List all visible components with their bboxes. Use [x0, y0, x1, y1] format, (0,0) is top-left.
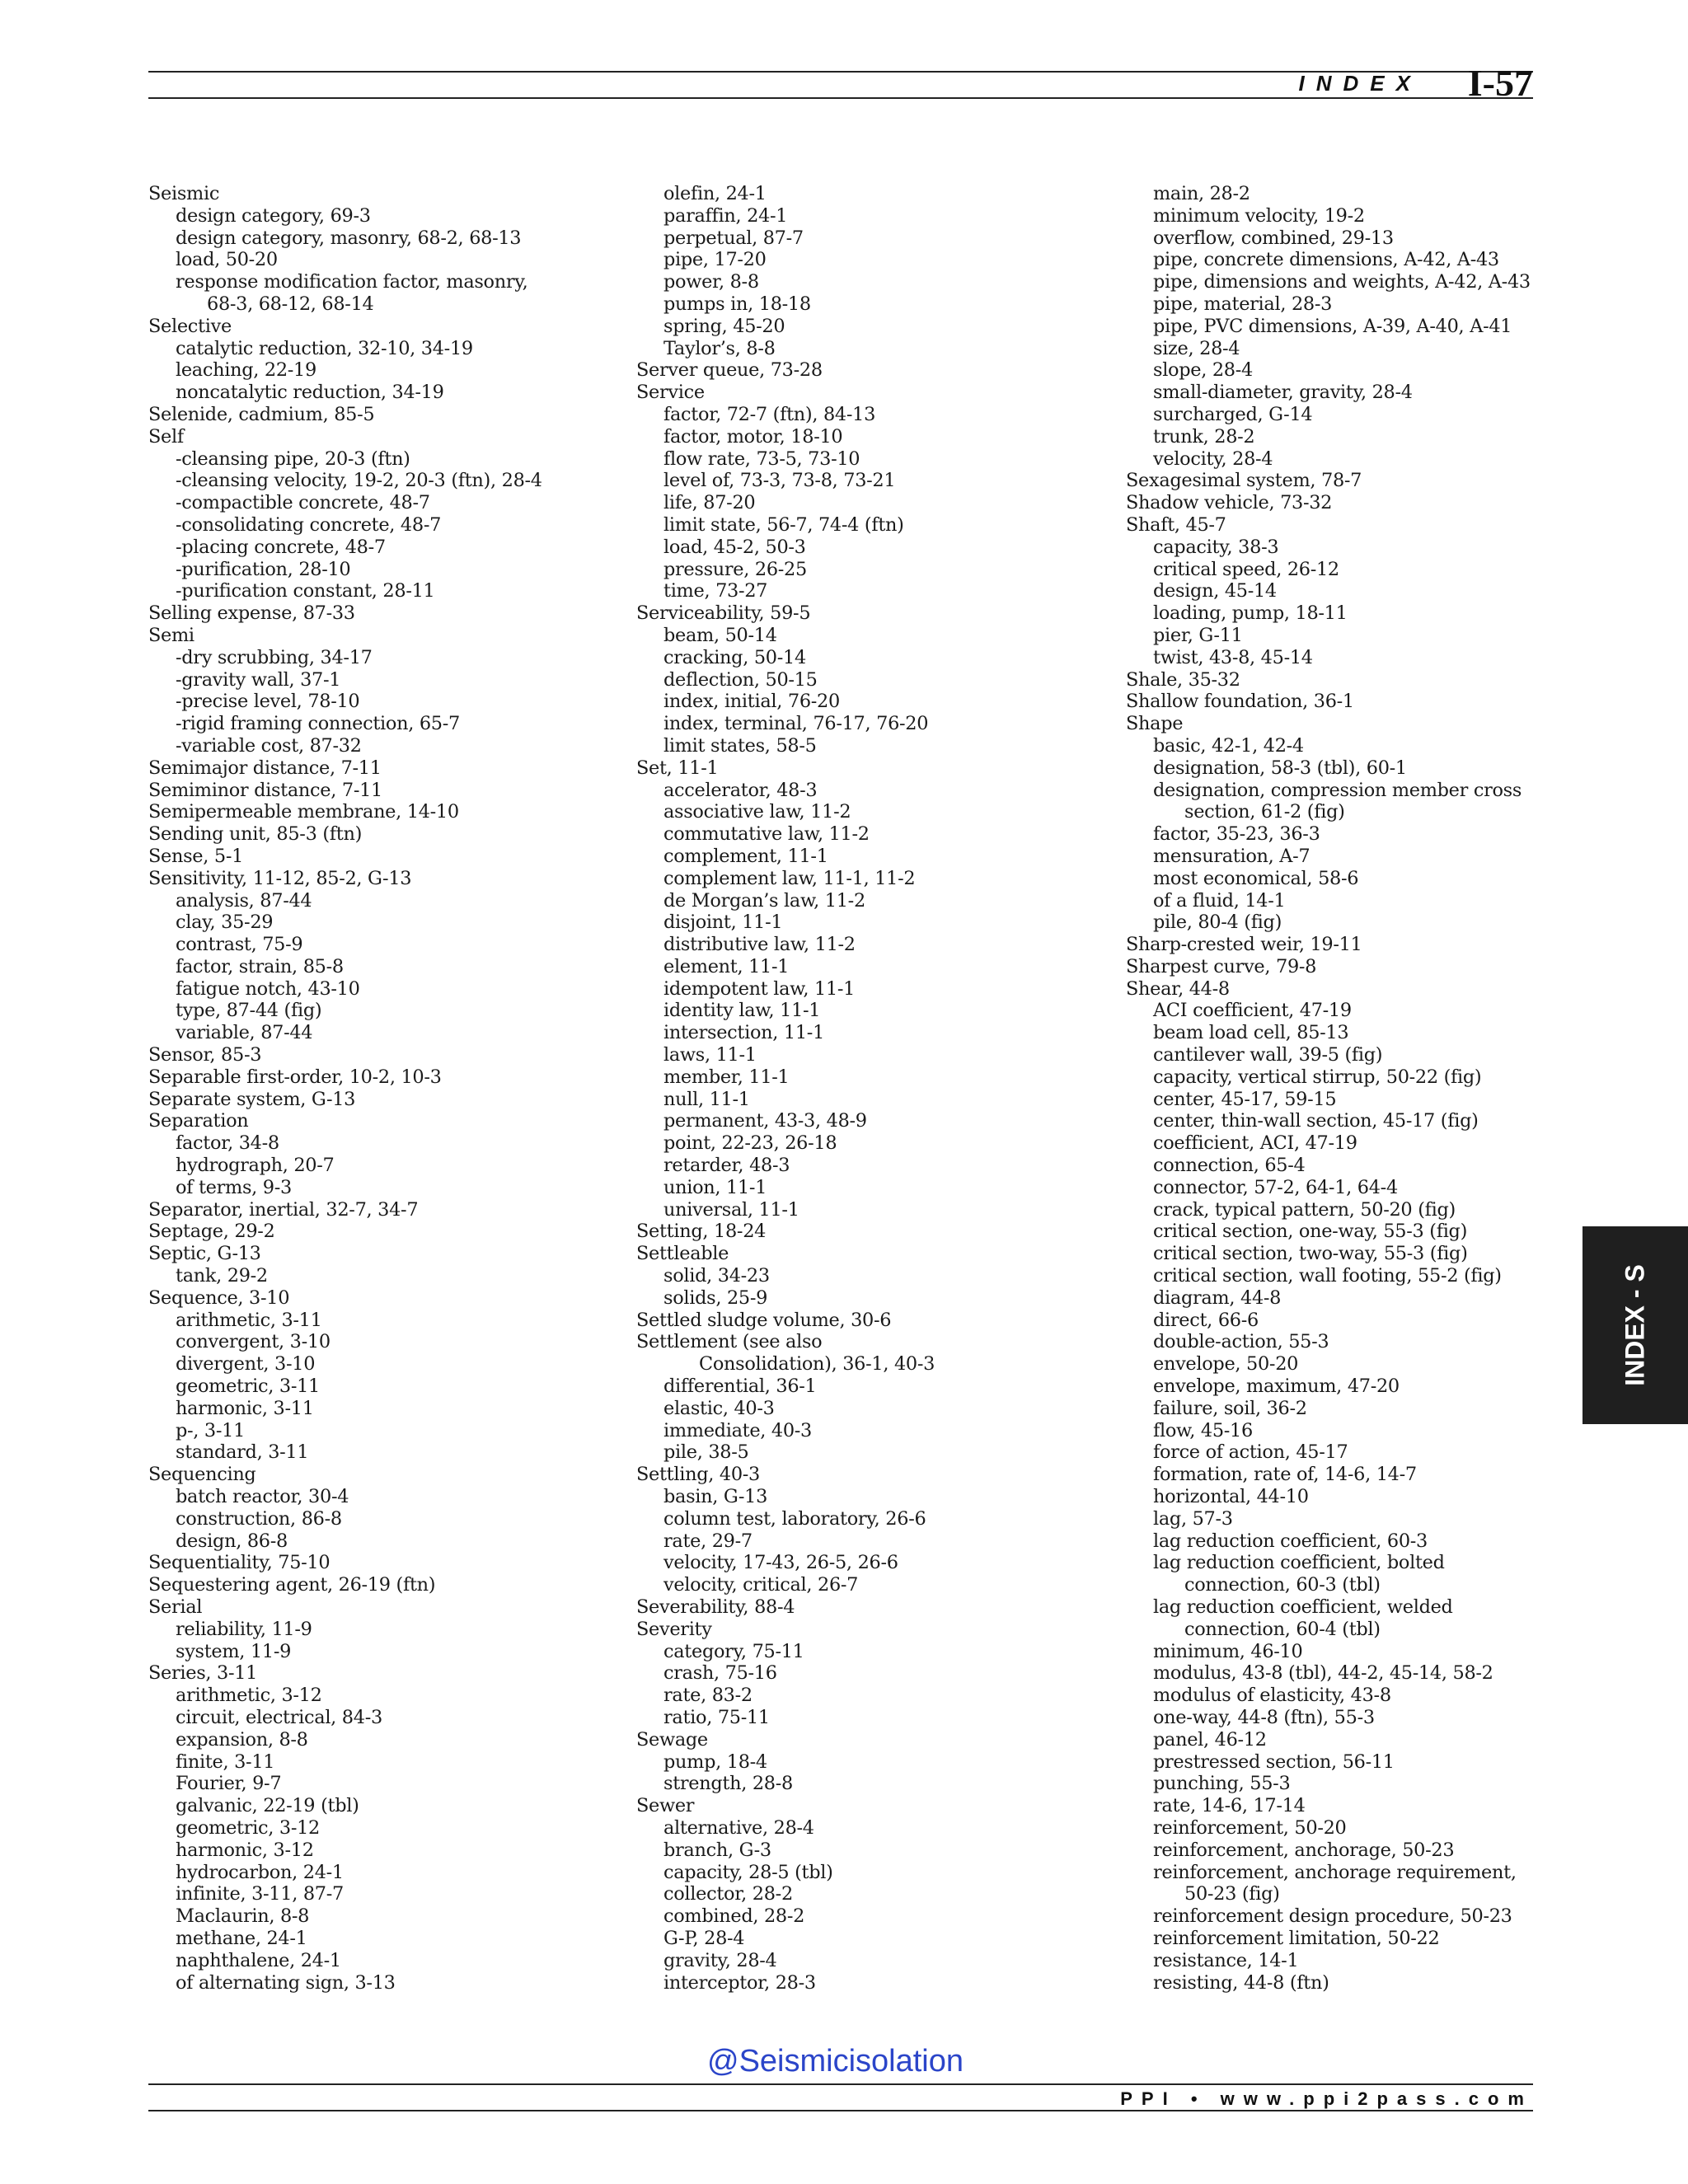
index-entry: beam load cell, 85-13 [1153, 1022, 1349, 1044]
index-entry: intersection, 11-1 [663, 1022, 825, 1044]
index-entry: factor, 34-8 [176, 1132, 279, 1155]
index-entry: level of, 73-3, 73-8, 73-21 [663, 470, 896, 492]
index-entry: complement, 11-1 [663, 845, 828, 867]
index-entry: alternative, 28-4 [663, 1816, 814, 1839]
index-entry: Severity [636, 1618, 712, 1640]
index-entry: G-P, 28-4 [663, 1927, 745, 1949]
index-entry: branch, G-3 [663, 1839, 771, 1861]
index-entry: formation, rate of, 14-6, 14-7 [1153, 1464, 1417, 1486]
index-entry: solid, 34-23 [663, 1265, 770, 1287]
index-entry: -dry scrubbing, 34-17 [176, 646, 373, 668]
section-thumb-tab-label: INDEX - S [1620, 1264, 1650, 1386]
index-entry: Sharpest curve, 79-8 [1126, 955, 1317, 977]
index-entry: fatigue notch, 43-10 [176, 977, 360, 1000]
index-entry: surcharged, G-14 [1153, 403, 1313, 425]
index-entry: of terms, 9-3 [176, 1176, 292, 1198]
index-entry: twist, 43-8, 45-14 [1153, 646, 1313, 668]
index-entry: of alternating sign, 3-13 [176, 1971, 396, 1994]
index-entry: element, 11-1 [663, 955, 790, 977]
index-entry: identity law, 11-1 [663, 1000, 821, 1022]
index-entry: de Morgan’s law, 11-2 [663, 889, 865, 912]
index-entry: Shadow vehicle, 73-32 [1126, 492, 1333, 514]
header-rule-bottom [148, 97, 1533, 99]
index-entry: combined, 28-2 [663, 1905, 805, 1928]
index-entry: envelope, maximum, 47-20 [1153, 1376, 1400, 1398]
index-entry: arithmetic, 3-11 [176, 1309, 322, 1331]
index-entry: one-way, 44-8 (ftn), 55-3 [1153, 1706, 1375, 1728]
index-entry: minimum velocity, 19-2 [1153, 204, 1365, 227]
index-entry: Server queue, 73-28 [636, 359, 823, 382]
index-entry: olefin, 24-1 [663, 183, 767, 204]
index-entry: ratio, 75-11 [663, 1706, 770, 1728]
index-entry: Sharp-crested weir, 19-11 [1126, 934, 1362, 956]
index-entry: crack, typical pattern, 50-20 (fig) [1153, 1198, 1456, 1221]
index-entry: pile, 38-5 [663, 1441, 749, 1464]
index-entry: type, 87-44 (fig) [176, 1000, 322, 1022]
index-entry: modulus, 43-8 (tbl), 44-2, 45-14, 58-2 [1153, 1662, 1493, 1685]
index-entry: flow, 45-16 [1153, 1419, 1253, 1441]
index-entry: interceptor, 28-3 [663, 1971, 816, 1994]
index-entry: critical section, wall footing, 55-2 (fig) [1153, 1265, 1502, 1287]
index-entry: Serial [148, 1596, 203, 1618]
index-entry: reliability, 11-9 [176, 1618, 312, 1640]
index-entry: reinforcement, anchorage, 50-23 [1153, 1839, 1455, 1861]
index-entry: reinforcement, anchorage requirement, [1153, 1861, 1517, 1883]
index-entry: limit state, 56-7, 74-4 (ftn) [663, 513, 904, 536]
index-entry: pipe, dimensions and weights, A-42, A-43 [1153, 271, 1531, 293]
running-header-title: INDEX [1298, 71, 1422, 96]
index-entry: noncatalytic reduction, 34-19 [176, 382, 444, 404]
footer-rule-bottom [148, 2110, 1533, 2111]
index-entry: universal, 11-1 [663, 1198, 799, 1221]
index-entry: Sensor, 85-3 [148, 1044, 262, 1066]
index-entry: section, 61-2 (fig) [1184, 801, 1345, 823]
index-entry: lag reduction coefficient, bolted [1153, 1552, 1445, 1574]
index-entry: connection, 60-3 (tbl) [1184, 1574, 1381, 1596]
index-entry: time, 73-27 [663, 580, 768, 602]
index-entry: expansion, 8-8 [176, 1728, 308, 1750]
index-entry: Self [148, 425, 184, 448]
index-entry: Shear, 44-8 [1126, 977, 1230, 1000]
index-entry: factor, strain, 85-8 [176, 955, 344, 977]
index-entry: -purification, 28-10 [176, 558, 351, 580]
index-entry: capacity, vertical stirrup, 50-22 (fig) [1153, 1066, 1482, 1088]
index-entry: Seismic [148, 183, 220, 204]
index-entry: -consolidating concrete, 48-7 [176, 513, 442, 536]
index-entry: finite, 3-11 [176, 1750, 275, 1773]
index-entry: reinforcement design procedure, 50-23 [1153, 1905, 1512, 1928]
index-entry: Separable first-order, 10-2, 10-3 [148, 1066, 442, 1088]
index-entry: connection, 65-4 [1153, 1155, 1306, 1177]
index-entry: Selling expense, 87-33 [148, 602, 355, 625]
index-entry: Sewer [636, 1795, 695, 1817]
index-entry: Sequence, 3-10 [148, 1286, 290, 1309]
index-entry: Sensitivity, 11-12, 85-2, G-13 [148, 867, 412, 889]
index-entry: index, initial, 76-20 [663, 691, 840, 713]
index-entry: Semiminor distance, 7-11 [148, 779, 382, 801]
index-entry: contrast, 75-9 [176, 934, 303, 956]
index-entry: life, 87-20 [663, 492, 756, 514]
index-entry: of a fluid, 14-1 [1153, 889, 1286, 912]
index-entry: pile, 80-4 (fig) [1153, 912, 1282, 934]
index-entry: Fourier, 9-7 [176, 1773, 282, 1795]
index-entry: point, 22-23, 26-18 [663, 1132, 837, 1155]
index-entry: Consolidation), 36-1, 40-3 [699, 1353, 935, 1376]
index-entry: permanent, 43-3, 48-9 [663, 1110, 867, 1132]
index-entry: Septage, 29-2 [148, 1221, 275, 1243]
index-entry: Selective [148, 315, 232, 337]
index-entry: rate, 29-7 [663, 1530, 753, 1552]
index-entry: power, 8-8 [663, 271, 759, 293]
index-entry: infinite, 3-11, 87-7 [176, 1883, 344, 1905]
index-entry: system, 11-9 [176, 1640, 292, 1662]
index-entry: commutative law, 11-2 [663, 823, 870, 846]
index-entry: harmonic, 3-11 [176, 1397, 314, 1419]
index-entry: Settlement (see also [636, 1331, 823, 1353]
index-entry: Severability, 88-4 [636, 1596, 795, 1618]
index-entry: rate, 14-6, 17-14 [1153, 1795, 1306, 1817]
index-entry: Setting, 18-24 [636, 1221, 767, 1243]
index-entry: Semimajor distance, 7-11 [148, 757, 382, 779]
index-entry: accelerator, 48-3 [663, 779, 818, 801]
index-entry: velocity, 28-4 [1153, 448, 1273, 470]
index-entry: double-action, 55-3 [1153, 1331, 1329, 1353]
index-column-2 [636, 183, 1081, 1994]
index-entry: design, 45-14 [1153, 580, 1277, 602]
index-entry: Separator, inertial, 32-7, 34-7 [148, 1198, 419, 1221]
index-column-1 [148, 183, 593, 1994]
index-entry: overflow, combined, 29-13 [1153, 227, 1394, 249]
index-entry: critical section, two-way, 55-3 (fig) [1153, 1243, 1468, 1265]
index-entry: variable, 87-44 [176, 1022, 313, 1044]
index-entry: laws, 11-1 [663, 1044, 757, 1066]
index-entry: reinforcement limitation, 50-22 [1153, 1927, 1440, 1949]
index-entry: batch reactor, 30-4 [176, 1486, 349, 1508]
index-entry: -rigid framing connection, 65-7 [176, 713, 460, 735]
index-entry: horizontal, 44-10 [1153, 1486, 1309, 1508]
index-entry: hydrocarbon, 24-1 [176, 1861, 344, 1883]
index-entry: -precise level, 78-10 [176, 691, 360, 713]
index-entry: clay, 35-29 [176, 912, 274, 934]
index-entry: deflection, 50-15 [663, 668, 818, 691]
index-entry: Sense, 5-1 [148, 845, 244, 867]
index-entry: catalytic reduction, 32-10, 34-19 [176, 337, 473, 359]
index-entry: center, 45-17, 59-15 [1153, 1088, 1337, 1110]
index-entry: capacity, 38-3 [1153, 536, 1279, 558]
index-entry: Selenide, cadmium, 85-5 [148, 403, 375, 425]
index-entry: design, 86-8 [176, 1530, 288, 1552]
index-entry: complement law, 11-1, 11-2 [663, 867, 916, 889]
index-entry: basin, G-13 [663, 1486, 768, 1508]
index-entry: minimum, 46-10 [1153, 1640, 1303, 1662]
index-entry: connection, 60-4 (tbl) [1184, 1618, 1381, 1640]
index-entry: critical section, one-way, 55-3 (fig) [1153, 1221, 1468, 1243]
index-entry: methane, 24-1 [176, 1927, 307, 1949]
index-entry: collector, 28-2 [663, 1883, 793, 1905]
index-entry: category, 75-11 [663, 1640, 804, 1662]
index-entry: factor, 72-7 (ftn), 84-13 [663, 403, 876, 425]
index-entry: pipe, concrete dimensions, A-42, A-43 [1153, 249, 1499, 271]
section-thumb-tab[interactable] [1582, 1226, 1688, 1424]
index-entry: differential, 36-1 [663, 1376, 817, 1398]
index-entry: divergent, 3-10 [176, 1353, 316, 1376]
index-entry: size, 28-4 [1153, 337, 1240, 359]
index-entry: Shallow foundation, 36-1 [1126, 691, 1354, 713]
index-entry: panel, 46-12 [1153, 1728, 1267, 1750]
index-entry: factor, 35-23, 36-3 [1153, 823, 1320, 846]
index-entry: analysis, 87-44 [176, 889, 312, 912]
index-entry: punching, 55-3 [1153, 1773, 1291, 1795]
index-entry: Sequencing [148, 1464, 256, 1486]
index-entry: mensuration, A-7 [1153, 845, 1311, 867]
index-entry: small-diameter, gravity, 28-4 [1153, 382, 1413, 404]
index-entry: Settled sludge volume, 30-6 [636, 1309, 892, 1331]
index-entry: pumps in, 18-18 [663, 293, 811, 315]
index-entry: reinforcement, 50-20 [1153, 1816, 1347, 1839]
index-entry: geometric, 3-11 [176, 1376, 320, 1398]
index-entry: lag reduction coefficient, 60-3 [1153, 1530, 1428, 1552]
index-entry: coefficient, ACI, 47-19 [1153, 1132, 1357, 1155]
index-entry: prestressed section, 56-11 [1153, 1750, 1395, 1773]
index-entry: convergent, 3-10 [176, 1331, 331, 1353]
index-entry: pipe, PVC dimensions, A-39, A-40, A-41 [1153, 315, 1512, 337]
index-entry: response modification factor, masonry, [176, 271, 528, 293]
index-entry: hydrograph, 20-7 [176, 1155, 335, 1177]
index-entry: associative law, 11-2 [663, 801, 851, 823]
index-entry: design category, masonry, 68-2, 68-13 [176, 227, 522, 249]
index-entry: diagram, 44-8 [1153, 1286, 1282, 1309]
index-entry: resisting, 44-8 (ftn) [1153, 1971, 1329, 1994]
footer-rule-top [148, 2083, 1533, 2085]
index-entry: -purification constant, 28-11 [176, 580, 435, 602]
index-entry: designation, 58-3 (tbl), 60-1 [1153, 757, 1407, 779]
index-entry: union, 11-1 [663, 1176, 767, 1198]
index-entry: center, thin-wall section, 45-17 (fig) [1153, 1110, 1479, 1132]
index-entry: design category, 69-3 [176, 204, 371, 227]
index-entry: slope, 28-4 [1153, 359, 1253, 382]
index-entry: lag reduction coefficient, welded [1153, 1596, 1453, 1618]
index-entry: Shape [1126, 713, 1184, 735]
index-entry: critical speed, 26-12 [1153, 558, 1339, 580]
footer-publisher: PPI • www.ppi2pass.com [1120, 2088, 1533, 2109]
index-entry: spring, 45-20 [663, 315, 785, 337]
index-entry: designation, compression member cross [1153, 779, 1522, 801]
index-entry: Sexagesimal system, 78-7 [1126, 470, 1362, 492]
index-entry: load, 50-20 [176, 249, 278, 271]
index-entry: capacity, 28-5 (tbl) [663, 1861, 833, 1883]
index-entry: circuit, electrical, 84-3 [176, 1706, 382, 1728]
index-column-3 [1126, 183, 1571, 1994]
index-entry: arithmetic, 3-12 [176, 1685, 322, 1707]
index-entry: p-, 3-11 [176, 1419, 246, 1441]
index-entry: Taylor’s, 8-8 [663, 337, 776, 359]
index-entry: envelope, 50-20 [1153, 1353, 1299, 1376]
index-entry: crash, 75-16 [663, 1662, 777, 1685]
index-entry: -placing concrete, 48-7 [176, 536, 386, 558]
index-entry: Separation [148, 1110, 249, 1132]
index-entry: limit states, 58-5 [663, 734, 817, 757]
index-entry: index, terminal, 76-17, 76-20 [663, 713, 929, 735]
index-entry: immediate, 40-3 [663, 1419, 813, 1441]
index-entry: modulus of elasticity, 43-8 [1153, 1685, 1391, 1707]
index-entry: direct, 66-6 [1153, 1309, 1259, 1331]
index-entry: Sewage [636, 1728, 708, 1750]
index-entry: basic, 42-1, 42-4 [1153, 734, 1304, 757]
index-entry: -compactible concrete, 48-7 [176, 492, 430, 514]
index-entry: retarder, 48-3 [663, 1155, 790, 1177]
index-entry: pier, G-11 [1153, 624, 1243, 646]
index-entry: main, 28-2 [1153, 183, 1250, 204]
index-entry: force of action, 45-17 [1153, 1441, 1348, 1464]
index-entry: resistance, 14-1 [1153, 1949, 1299, 1971]
index-entry: most economical, 58-6 [1153, 867, 1359, 889]
index-entry: Settleable [636, 1243, 729, 1265]
index-entry: velocity, 17-43, 26-5, 26-6 [663, 1552, 898, 1574]
index-entry: pump, 18-4 [663, 1750, 767, 1773]
index-entry: Sequestering agent, 26-19 (ftn) [148, 1574, 436, 1596]
index-entry: Settling, 40-3 [636, 1464, 760, 1486]
index-entry: geometric, 3-12 [176, 1816, 320, 1839]
index-entry: strength, 28-8 [663, 1773, 793, 1795]
index-entry: cracking, 50-14 [663, 646, 806, 668]
index-entry: construction, 86-8 [176, 1507, 342, 1530]
index-entry: -variable cost, 87-32 [176, 734, 362, 757]
index-entry: flow rate, 73-5, 73-10 [663, 448, 860, 470]
index-entry: Serviceability, 59-5 [636, 602, 811, 625]
index-entry: solids, 25-9 [663, 1286, 768, 1309]
index-entry: Series, 3-11 [148, 1662, 258, 1685]
index-entry: trunk, 28-2 [1153, 425, 1255, 448]
index-entry: 50-23 (fig) [1184, 1883, 1280, 1905]
index-entry: cantilever wall, 39-5 (fig) [1153, 1044, 1383, 1066]
index-entry: 68-3, 68-12, 68-14 [207, 293, 374, 315]
index-entry: Service [636, 382, 705, 404]
index-entry: Semi [148, 624, 195, 646]
index-entry: member, 11-1 [663, 1066, 790, 1088]
index-entry: load, 45-2, 50-3 [663, 536, 806, 558]
index-entry: distributive law, 11-2 [663, 934, 856, 956]
index-entry: perpetual, 87-7 [663, 227, 804, 249]
index-entry: elastic, 40-3 [663, 1397, 775, 1419]
index-entry: beam, 50-14 [663, 624, 777, 646]
index-entry: pipe, material, 28-3 [1153, 293, 1333, 315]
index-entry: Semipermeable membrane, 14-10 [148, 801, 459, 823]
index-entry: harmonic, 3-12 [176, 1839, 314, 1861]
index-entry: -cleansing velocity, 19-2, 20-3 (ftn), 28-4 [176, 470, 542, 492]
index-entry: standard, 3-11 [176, 1441, 309, 1464]
index-entry: Maclaurin, 8-8 [176, 1905, 310, 1928]
watermark: @Seismicisolation [707, 2044, 964, 2079]
index-entry: velocity, critical, 26-7 [663, 1574, 859, 1596]
index-entry: pressure, 26-25 [663, 558, 807, 580]
index-entry: leaching, 22-19 [176, 359, 316, 382]
index-entry: Sequentiality, 75-10 [148, 1552, 331, 1574]
index-entry: Shaft, 45-7 [1126, 513, 1226, 536]
index-entry: Set, 11-1 [636, 757, 719, 779]
index-entry: factor, motor, 18-10 [663, 425, 843, 448]
index-entry: Sending unit, 85-3 (ftn) [148, 823, 363, 846]
page-number: I-57 [1467, 62, 1533, 104]
index-entry: paraffin, 24-1 [663, 204, 788, 227]
index-entry: gravity, 28-4 [663, 1949, 777, 1971]
index-entry: ACI coefficient, 47-19 [1153, 1000, 1352, 1022]
index-entry: loading, pump, 18-11 [1153, 602, 1348, 625]
index-entry: -cleansing pipe, 20-3 (ftn) [176, 448, 410, 470]
index-entry: galvanic, 22-19 (tbl) [176, 1795, 359, 1817]
index-entry: failure, soil, 36-2 [1153, 1397, 1307, 1419]
index-entry: -gravity wall, 37-1 [176, 668, 341, 691]
index-entry: null, 11-1 [663, 1088, 750, 1110]
index-entry: column test, laboratory, 26-6 [663, 1507, 926, 1530]
index-entry: Shale, 35-32 [1126, 668, 1240, 691]
index-entry: disjoint, 11-1 [663, 912, 783, 934]
index-entry: rate, 83-2 [663, 1685, 753, 1707]
index-entry: connector, 57-2, 64-1, 64-4 [1153, 1176, 1398, 1198]
index-entry: naphthalene, 24-1 [176, 1949, 341, 1971]
index-entry: tank, 29-2 [176, 1265, 268, 1287]
index-entry: pipe, 17-20 [663, 249, 767, 271]
index-entry: idempotent law, 11-1 [663, 977, 856, 1000]
index-entry: Separate system, G-13 [148, 1088, 356, 1110]
index-entry: Septic, G-13 [148, 1243, 261, 1265]
index-entry: lag, 57-3 [1153, 1507, 1233, 1530]
